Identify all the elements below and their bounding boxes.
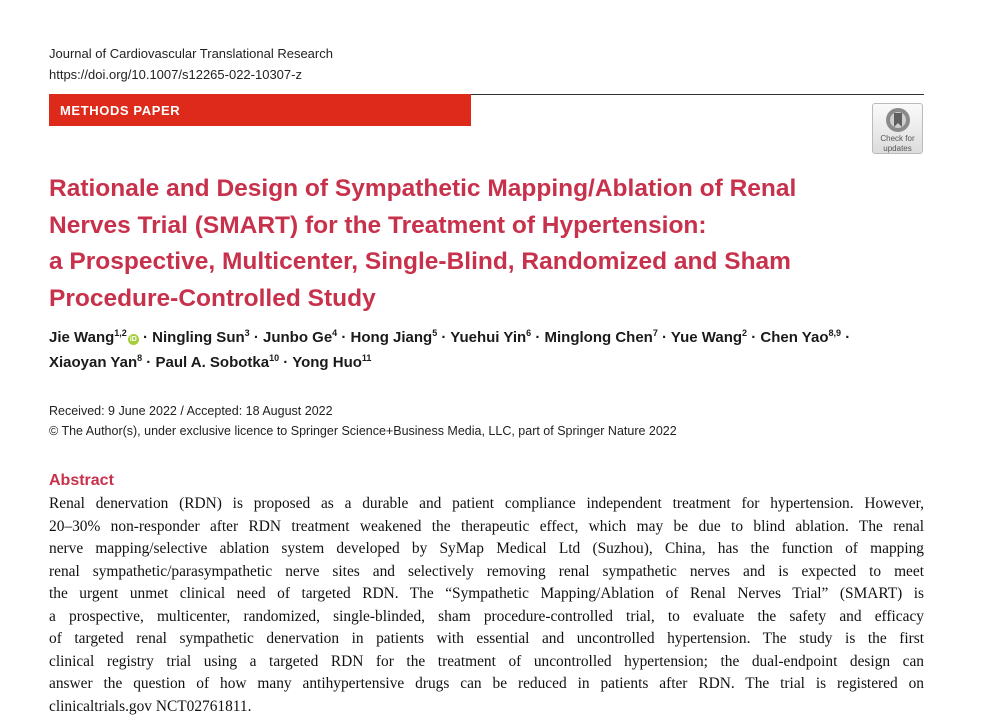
author-name[interactable]: Hong Jiang <box>350 329 433 346</box>
abstract-line: clinicaltrials.gov NCT02761811. <box>49 697 252 715</box>
author-name[interactable]: Yue Wang <box>670 329 743 346</box>
header-rule <box>471 94 924 95</box>
author-separator: · <box>535 329 541 346</box>
author-name[interactable]: Jie Wang <box>49 329 115 346</box>
author-affiliation: 1,2 <box>114 328 127 338</box>
copyright-notice: © The Author(s), under exclusive licence to Springer Science+Business Media, LLC, part of Springer Nature 2022 <box>49 424 677 438</box>
doi-link[interactable]: https://doi.org/10.1007/s12265-022-10307-z <box>49 67 302 82</box>
abstract-line: of targeted renal sympathetic denervation in patients with essential and uncontrolled hypertension. The study is the first <box>49 630 924 647</box>
abstract-body <box>49 493 924 718</box>
author-affiliation: 11 <box>361 353 372 363</box>
abstract-line: 20–30% non-responder after RDN treatment weakened the therapeutic effect, which may be due to blind ablation. The renal <box>49 517 924 535</box>
author-separator: · <box>751 329 757 346</box>
journal-name: Journal of Cardiovascular Translational Research <box>49 46 333 61</box>
title-line: Nerves Trial (SMART) for the Treatment of Hypertension: <box>49 211 707 239</box>
author-separator: · <box>283 354 289 371</box>
author-affiliation: 7 <box>652 328 658 338</box>
author-name[interactable]: Junbo Ge <box>263 329 333 346</box>
check-for-updates-line2: updates <box>883 144 912 153</box>
author-separator: · <box>845 329 851 346</box>
title-line: Rationale and Design of Sympathetic Mapping/Ablation of Renal <box>49 175 797 202</box>
author-separator: · <box>441 329 447 346</box>
author-affiliation: 8,9 <box>828 328 842 338</box>
author-name[interactable]: Ningling Sun <box>152 329 245 346</box>
author-affiliation: 2 <box>742 328 748 338</box>
received-accepted-dates: Received: 9 June 2022 / Accepted: 18 August 2022 <box>49 404 333 418</box>
author-name[interactable]: Xiaoyan Yan <box>49 354 138 371</box>
abstract-line: a prospective, multicenter, randomized, single-blinded, sham procedure-controlled trial, to evaluate the safety and efficacy <box>49 607 924 625</box>
check-for-updates-icon <box>885 107 911 133</box>
author-name[interactable]: Minglong Chen <box>544 329 653 346</box>
author-name[interactable]: Yong Huo <box>292 354 362 371</box>
author-name[interactable]: Yuehui Yin <box>450 329 527 346</box>
abstract-line: clinical registry trial using a targeted RDN for the treatment of uncontrolled hypertension; the dual-endpoint design can <box>49 652 924 670</box>
author-affiliation: 3 <box>244 328 250 338</box>
journal-header <box>49 43 333 85</box>
author-affiliation: 8 <box>137 353 143 363</box>
author-name[interactable]: Chen Yao <box>760 329 829 346</box>
author-affiliation: 4 <box>332 328 338 338</box>
abstract-line: answer the question of how many antihypertensive drugs can be reduced in patients after RDN. The trial is registered on <box>49 675 924 692</box>
title-line: Procedure-Controlled Study <box>49 284 376 312</box>
title-line: a Prospective, Multicenter, Single-Blind, Randomized and Sham <box>49 248 791 275</box>
author-list <box>49 325 929 375</box>
orcid-icon[interactable]: iD <box>129 336 137 343</box>
article-title <box>49 171 809 317</box>
author-separator: · <box>146 354 152 371</box>
article-type-banner: METHODS PAPER <box>49 94 471 126</box>
author-separator: · <box>341 329 347 346</box>
author-separator: · <box>662 329 668 346</box>
abstract-line: nerve mapping/selective ablation system developed by SyMap Medical Ltd (Suzhou), China, has the function of mapping <box>49 540 924 557</box>
abstract-line: Renal denervation (RDN) is proposed as a durable and patient compliance independent treatment for hypertension. However, <box>49 495 924 512</box>
author-line-1 <box>49 325 929 350</box>
author-affiliation: 10 <box>269 353 280 363</box>
author-separator: · <box>142 329 148 346</box>
article-dates <box>49 401 677 441</box>
check-for-updates-line1: Check for <box>880 134 915 143</box>
abstract-heading: Abstract <box>49 472 114 489</box>
author-line-2 <box>49 350 929 375</box>
author-name[interactable]: Paul A. Sobotka <box>155 354 270 371</box>
abstract-line: the urgent unmet clinical need of targeted RDN. The “Sympathetic Mapping/Ablation of Renal Nerves Trial” (SMART) is <box>49 585 924 602</box>
author-affiliation: 5 <box>432 328 438 338</box>
author-separator: · <box>253 329 259 346</box>
check-for-updates-badge[interactable] <box>872 103 923 154</box>
author-affiliation: 6 <box>526 328 532 338</box>
abstract-line: renal sympathetic/parasympathetic nerve sites and selectively removing renal sympathetic nerves and is expected to meet <box>49 562 924 580</box>
